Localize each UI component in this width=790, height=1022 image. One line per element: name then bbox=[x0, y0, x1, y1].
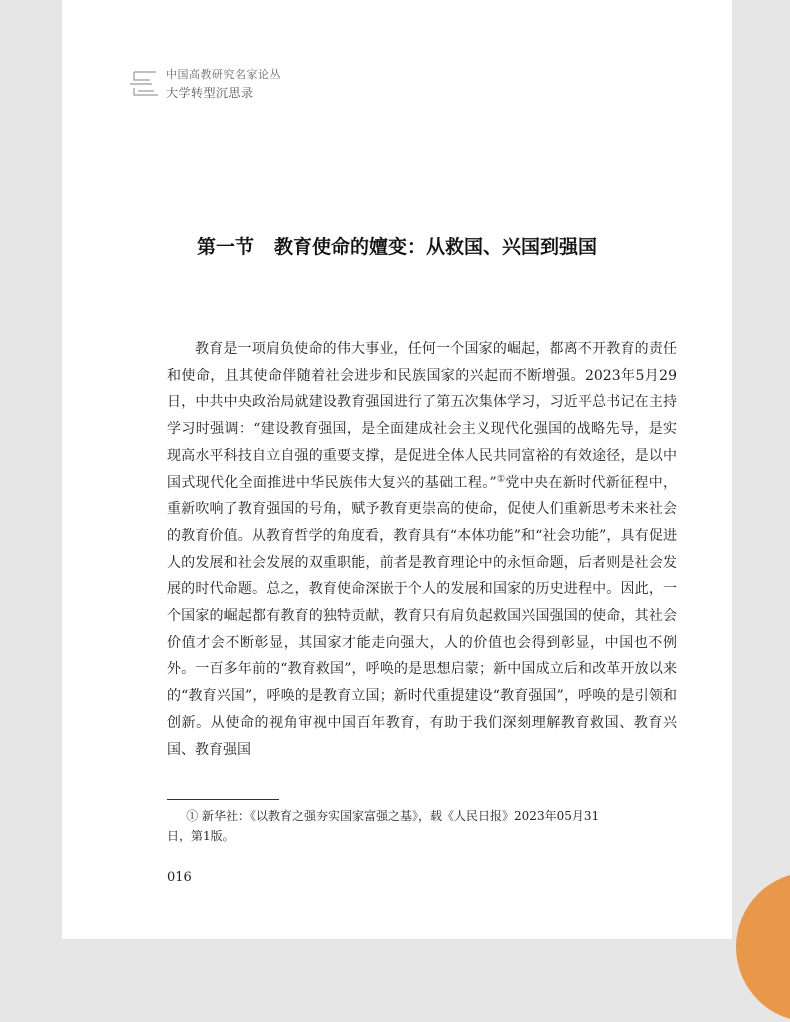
corner-decoration bbox=[736, 872, 790, 1022]
footnote-reference[interactable]: ① bbox=[496, 473, 506, 484]
book-name: 大学转型沉思录 bbox=[166, 86, 254, 100]
footnote bbox=[167, 806, 617, 846]
footnote-marker: ① bbox=[186, 809, 199, 823]
page-number: 016 bbox=[167, 870, 192, 885]
series-name: 中国高教研究名家论丛 bbox=[166, 68, 281, 81]
book-page bbox=[62, 0, 732, 939]
section-heading bbox=[62, 232, 732, 259]
footnote-divider bbox=[167, 799, 279, 800]
footnote-text: 新华社：《以教育之强夯实国家富强之基》，载《人民日报》2023年05月31日，第1版。 bbox=[167, 809, 600, 843]
section-title: 教育使命的嬗变：从救国、兴国到强国 bbox=[274, 236, 598, 258]
section-number: 第一节 bbox=[196, 236, 254, 258]
series-logo-icon bbox=[130, 68, 160, 98]
body-paragraph bbox=[167, 336, 677, 763]
body-text-after-note: 党中央在新时代新征程中，重新吹响了教育强国的号角，赋予教育更崇高的使命，促使人们重新思考未来社会的教育价值。从教育哲学的角度看，教育具有“本体功能”和“社会功能”，具有促进人的发展和社会发展的双重职能，前者是教育理论中的永恒命题，后者则是社会发展的时代命题。总之，教育使命深嵌于个人的发展和国家的历史进程中。因此，一个国家的崛起都有教育的独特贡献，教育只有肩负起救国兴国强国的使命，其社会价值才会不断彰显，其国家才能走向强大，人的价值也会得到彰显，中国也不例外。一百多年前的“教育救国”，呼唤的是思想启蒙；新中国成立后和改革开放以来的“教育兴国”，呼唤的是教育立国；新时代重提建设“教育强国”，呼唤的是引领和创新。从使命的视角审视中国百年教育，有助于我们深刻理解教育救国、教育兴国、教育强国 bbox=[167, 474, 678, 758]
body-text-before-note: 教育是一项肩负使命的伟大事业，任何一个国家的崛起，都离不开教育的责任和使命，且其使命伴随着社会进步和民族国家的兴起而不断增强。2023年5月29日，中共中央政治局就建设教育强国进行了第五次集体学习，习近平总书记在主持学习时强调：“建设教育强国，是全面建成社会主义现代化强国的战略先导，是实现高水平科技自立自强的重要支撑，是促进全体人民共同富裕的有效途径，是以中国式现代化全面推进中华民族伟大复兴的基础工程。” bbox=[167, 341, 677, 491]
